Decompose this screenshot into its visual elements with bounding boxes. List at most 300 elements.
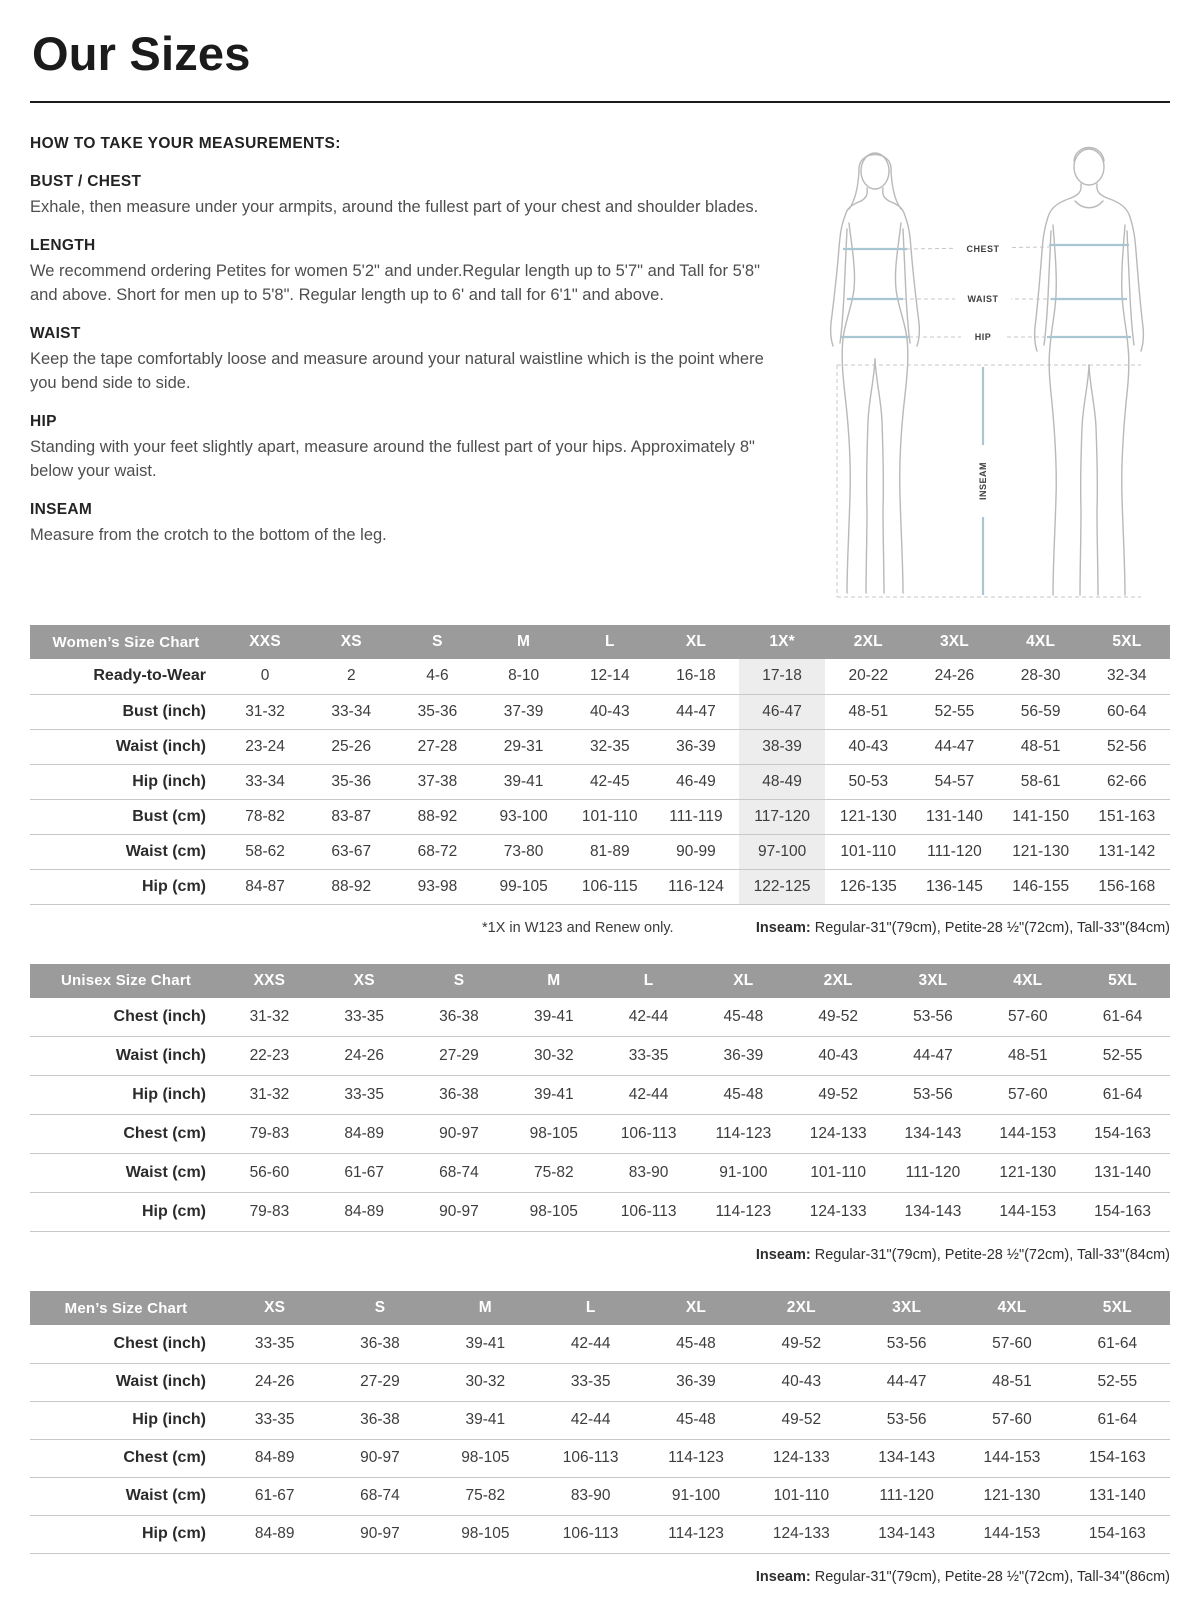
size-value-cell: 91-100 bbox=[719, 1164, 768, 1181]
size-value-cell: 126-135 bbox=[839, 877, 897, 895]
instructions-heading: HOW TO TAKE YOUR MEASUREMENTS: bbox=[30, 135, 341, 152]
size-column-header: 4XL bbox=[998, 625, 1084, 659]
size-value-cell: 16-18 bbox=[676, 667, 716, 685]
size-value-cell: 68-74 bbox=[360, 1487, 400, 1504]
size-column-header: 1X* bbox=[739, 625, 825, 659]
size-value-cell: 84-89 bbox=[254, 1449, 295, 1466]
size-value-cell: 45-48 bbox=[676, 1334, 716, 1352]
size-value-cell: 84-89 bbox=[344, 1203, 385, 1220]
size-column-header: XS bbox=[222, 1291, 327, 1325]
size-value-cell: 84-89 bbox=[254, 1525, 295, 1542]
size-value-cell: 83-87 bbox=[331, 807, 372, 825]
size-value-cell: 61-64 bbox=[1102, 1086, 1143, 1103]
row-label: Waist (inch) bbox=[115, 1373, 206, 1390]
size-value-cell: 98-105 bbox=[529, 1203, 578, 1220]
table-row bbox=[30, 834, 1170, 869]
size-value-cell: 42-44 bbox=[570, 1411, 611, 1428]
size-column-header: XXS bbox=[222, 625, 308, 659]
table-row bbox=[30, 869, 1170, 904]
row-label: Waist (inch) bbox=[115, 737, 206, 755]
size-value-cell: 53-56 bbox=[886, 1334, 927, 1352]
size-value-cell: 61-64 bbox=[1097, 1334, 1138, 1352]
size-value-cell: 63-67 bbox=[331, 842, 372, 860]
row-label: Waist (cm) bbox=[125, 1164, 206, 1181]
size-value-cell: 144-153 bbox=[983, 1525, 1041, 1542]
size-value-cell: 124-133 bbox=[809, 1203, 867, 1220]
size-value-cell: 90-97 bbox=[439, 1203, 479, 1220]
size-column-header: 5XL bbox=[1084, 625, 1170, 659]
table-header-row bbox=[30, 1291, 1170, 1325]
size-value-cell: 44-47 bbox=[886, 1373, 927, 1390]
chest-diagram-label: CHEST bbox=[966, 244, 1000, 254]
size-value-cell: 121-130 bbox=[999, 1164, 1057, 1181]
size-value-cell: 40-43 bbox=[848, 737, 889, 755]
size-value-cell: 101-110 bbox=[840, 842, 897, 860]
size-value-cell: 83-90 bbox=[570, 1487, 611, 1504]
size-value-cell: 45-48 bbox=[723, 1086, 764, 1103]
size-value-cell: 122-125 bbox=[739, 869, 825, 904]
size-column-header: 3XL bbox=[886, 964, 981, 998]
size-value-cell: 36-39 bbox=[723, 1047, 764, 1064]
row-label: Chest (inch) bbox=[113, 1334, 206, 1352]
title-divider bbox=[30, 101, 1170, 103]
size-value-cell: 114-123 bbox=[715, 1203, 772, 1220]
size-column-header: L bbox=[538, 1291, 643, 1325]
size-value-cell: 98-105 bbox=[461, 1525, 510, 1542]
table-row bbox=[30, 1477, 1170, 1515]
size-value-cell: 40-43 bbox=[589, 702, 630, 720]
table-row bbox=[30, 998, 1170, 1037]
table-footnotes bbox=[30, 1569, 1170, 1585]
table-row bbox=[30, 799, 1170, 834]
size-value-cell: 33-35 bbox=[628, 1047, 669, 1064]
size-value-cell: 48-49 bbox=[739, 764, 825, 799]
male-figure-outline bbox=[1035, 148, 1144, 596]
size-column-header: 5XL bbox=[1065, 1291, 1170, 1325]
row-label: Chest (inch) bbox=[113, 1007, 206, 1025]
size-value-cell: 25-26 bbox=[331, 737, 372, 755]
size-value-cell: 111-120 bbox=[905, 1164, 961, 1181]
size-column-header: XL bbox=[696, 964, 791, 998]
size-value-cell: 48-51 bbox=[1020, 737, 1061, 755]
size-column-header: 3XL bbox=[911, 625, 997, 659]
size-value-cell: 61-64 bbox=[1097, 1411, 1138, 1428]
size-value-cell: 60-64 bbox=[1107, 702, 1147, 720]
size-value-cell: 61-67 bbox=[254, 1487, 295, 1504]
size-value-cell: 101-110 bbox=[810, 1164, 867, 1181]
size-value-cell: 124-133 bbox=[809, 1125, 867, 1142]
size-value-cell: 75-82 bbox=[465, 1487, 506, 1504]
unisex-size-chart bbox=[30, 964, 1170, 1264]
size-column-header: 2XL bbox=[825, 625, 911, 659]
size-value-cell: 79-83 bbox=[249, 1203, 290, 1220]
waist-diagram-label: WAIST bbox=[967, 294, 999, 304]
size-value-cell: 73-80 bbox=[503, 842, 544, 860]
size-value-cell: 36-38 bbox=[360, 1411, 400, 1428]
size-value-cell: 53-56 bbox=[913, 1086, 953, 1103]
row-label: Waist (cm) bbox=[125, 842, 206, 860]
size-value-cell: 57-60 bbox=[1007, 1086, 1048, 1103]
size-value-cell: 28-30 bbox=[1020, 667, 1061, 685]
row-label: Chest (cm) bbox=[123, 1449, 206, 1466]
size-value-cell: 24-26 bbox=[934, 667, 975, 685]
size-value-cell: 56-59 bbox=[1020, 702, 1061, 720]
size-value-cell: 36-39 bbox=[676, 737, 716, 755]
size-value-cell: 136-145 bbox=[926, 877, 983, 895]
size-value-cell: 134-143 bbox=[878, 1525, 936, 1542]
size-value-cell: 45-48 bbox=[723, 1007, 764, 1025]
size-value-cell: 99-105 bbox=[499, 877, 548, 895]
size-value-cell: 62-66 bbox=[1107, 772, 1147, 790]
size-value-cell: 48-51 bbox=[848, 702, 889, 720]
size-value-cell: 33-35 bbox=[254, 1334, 295, 1352]
row-label: Bust (cm) bbox=[132, 807, 206, 825]
size-value-cell: 35-36 bbox=[331, 772, 372, 790]
size-value-cell: 49-52 bbox=[781, 1411, 822, 1428]
size-value-cell: 53-56 bbox=[886, 1411, 927, 1428]
size-value-cell: 121-130 bbox=[1012, 842, 1070, 860]
size-value-cell: 88-92 bbox=[417, 807, 458, 825]
size-value-cell: 39-41 bbox=[533, 1086, 574, 1103]
size-value-cell: 45-48 bbox=[676, 1411, 716, 1428]
size-column-header: M bbox=[481, 625, 567, 659]
inseam-diagram-label: INSEAM bbox=[978, 461, 988, 501]
instruction-title: WAIST bbox=[30, 325, 81, 343]
size-value-cell: 23-24 bbox=[245, 737, 285, 755]
size-column-header: M bbox=[506, 964, 601, 998]
row-label: Hip (inch) bbox=[132, 772, 206, 790]
size-value-cell: 131-142 bbox=[1098, 842, 1156, 860]
size-value-cell: 131-140 bbox=[1094, 1164, 1152, 1181]
size-value-cell: 8-10 bbox=[508, 667, 540, 685]
size-value-cell: 56-60 bbox=[249, 1164, 290, 1181]
row-label: Bust (inch) bbox=[122, 702, 206, 720]
size-value-cell: 58-61 bbox=[1020, 772, 1061, 790]
size-value-cell: 33-35 bbox=[254, 1411, 295, 1428]
size-value-cell: 117-120 bbox=[739, 799, 825, 834]
inseam-note-label: Inseam: bbox=[755, 919, 811, 936]
row-label: Hip (inch) bbox=[132, 1086, 206, 1103]
size-column-header: XS bbox=[317, 964, 412, 998]
size-value-cell: 42-44 bbox=[570, 1334, 611, 1352]
size-value-cell: 35-36 bbox=[417, 702, 458, 720]
measurement-instructions bbox=[30, 131, 778, 609]
size-value-cell: 20-22 bbox=[848, 667, 889, 685]
size-value-cell: 2 bbox=[346, 667, 356, 685]
instruction-hip bbox=[30, 413, 778, 483]
size-column-header: 4XL bbox=[980, 964, 1075, 998]
instruction-text: Standing with your feet slightly apart, measure around the fullest part of your hips. Approximately 8" below your waist. bbox=[30, 438, 755, 480]
size-column-header: S bbox=[394, 625, 480, 659]
size-value-cell: 81-89 bbox=[589, 842, 630, 860]
size-value-cell: 33-35 bbox=[344, 1086, 385, 1103]
size-value-cell: 44-47 bbox=[913, 1047, 953, 1064]
table-row bbox=[30, 1515, 1170, 1553]
table-row bbox=[30, 694, 1170, 729]
instruction-length bbox=[30, 237, 778, 307]
size-value-cell: 0 bbox=[260, 667, 270, 685]
row-label: Ready-to-Wear bbox=[93, 667, 206, 685]
size-value-cell: 31-32 bbox=[249, 1007, 290, 1025]
inseam-note: Inseam: Regular-31"(79cm), Petite-28 ½"(72cm), Tall-33"(84cm) bbox=[755, 919, 1170, 936]
table-row bbox=[30, 1439, 1170, 1477]
size-value-cell: 58-62 bbox=[245, 842, 285, 860]
size-value-cell: 30-32 bbox=[533, 1047, 574, 1064]
table-row bbox=[30, 764, 1170, 799]
size-value-cell: 84-89 bbox=[344, 1125, 385, 1142]
size-column-header: 2XL bbox=[749, 1291, 854, 1325]
row-label: Hip (inch) bbox=[132, 1411, 206, 1428]
size-value-cell: 61-67 bbox=[344, 1164, 385, 1181]
size-value-cell: 29-31 bbox=[503, 737, 544, 755]
size-value-cell: 27-29 bbox=[439, 1047, 479, 1064]
size-value-cell: 88-92 bbox=[331, 877, 372, 895]
size-value-cell: 68-74 bbox=[439, 1164, 479, 1181]
size-value-cell: 154-163 bbox=[1094, 1203, 1152, 1220]
size-column-header: M bbox=[433, 1291, 538, 1325]
size-value-cell: 131-140 bbox=[926, 807, 983, 825]
table-header-row bbox=[30, 625, 1170, 659]
size-value-cell: 131-140 bbox=[1088, 1487, 1146, 1504]
table-row bbox=[30, 1401, 1170, 1439]
size-value-cell: 114-123 bbox=[668, 1449, 724, 1466]
size-value-cell: 57-60 bbox=[1007, 1007, 1048, 1025]
size-value-cell: 39-41 bbox=[503, 772, 544, 790]
womens-size-chart-table bbox=[30, 625, 1170, 905]
page-title: Our Sizes bbox=[32, 27, 251, 80]
row-label: Hip (cm) bbox=[142, 1525, 206, 1542]
size-value-cell: 154-163 bbox=[1094, 1125, 1152, 1142]
size-value-cell: 39-41 bbox=[533, 1007, 574, 1025]
size-value-cell: 33-35 bbox=[344, 1007, 385, 1025]
size-value-cell: 33-35 bbox=[570, 1373, 611, 1390]
size-value-cell: 57-60 bbox=[992, 1411, 1032, 1428]
size-value-cell: 116-124 bbox=[668, 877, 724, 895]
size-column-header: 4XL bbox=[959, 1291, 1064, 1325]
table-title: Men’s Size Chart bbox=[30, 1291, 222, 1325]
instruction-inseam bbox=[30, 501, 778, 547]
table-title: Women’s Size Chart bbox=[30, 625, 222, 659]
size-value-cell: 151-163 bbox=[1098, 807, 1156, 825]
size-value-cell: 46-47 bbox=[739, 694, 825, 729]
size-value-cell: 49-52 bbox=[818, 1086, 858, 1103]
table-row bbox=[30, 1363, 1170, 1401]
size-value-cell: 24-26 bbox=[254, 1373, 295, 1390]
female-figure-outline bbox=[831, 153, 920, 593]
size-value-cell: 144-153 bbox=[999, 1125, 1057, 1142]
size-value-cell: 50-53 bbox=[848, 772, 889, 790]
size-value-cell: 42-44 bbox=[628, 1007, 669, 1025]
inseam-note-label: Inseam: bbox=[755, 1568, 811, 1585]
size-value-cell: 4-6 bbox=[426, 667, 449, 685]
size-value-cell: 97-100 bbox=[739, 834, 825, 869]
size-value-cell: 39-41 bbox=[465, 1411, 506, 1428]
instruction-title: BUST / CHEST bbox=[30, 173, 142, 190]
size-value-cell: 121-130 bbox=[983, 1487, 1041, 1504]
size-value-cell: 27-29 bbox=[360, 1373, 400, 1390]
size-value-cell: 134-143 bbox=[904, 1203, 962, 1220]
size-value-cell: 84-87 bbox=[245, 877, 285, 895]
size-column-header: XL bbox=[643, 1291, 748, 1325]
table-title: Unisex Size Chart bbox=[30, 964, 222, 998]
size-value-cell: 106-115 bbox=[581, 877, 638, 895]
table-footnotes bbox=[30, 1247, 1170, 1263]
instruction-text: Keep the tape comfortably loose and measure around your natural waistline which is the point where you bend side to side. bbox=[30, 350, 764, 392]
size-value-cell: 79-83 bbox=[249, 1125, 290, 1142]
size-value-cell: 30-32 bbox=[465, 1373, 506, 1390]
size-value-cell: 154-163 bbox=[1088, 1525, 1146, 1542]
mens-size-chart-table bbox=[30, 1291, 1170, 1554]
size-column-header: 5XL bbox=[1075, 964, 1170, 998]
instruction-waist bbox=[30, 325, 778, 395]
table-row bbox=[30, 659, 1170, 694]
size-value-cell: 144-153 bbox=[983, 1449, 1041, 1466]
size-value-cell: 90-97 bbox=[439, 1125, 479, 1142]
table-row bbox=[30, 1193, 1170, 1232]
size-value-cell: 31-32 bbox=[249, 1086, 290, 1103]
size-value-cell: 146-155 bbox=[1012, 877, 1070, 895]
row-label: Waist (cm) bbox=[125, 1487, 206, 1504]
body-figures-illustration bbox=[797, 137, 1169, 609]
table-row bbox=[30, 1154, 1170, 1193]
size-value-cell: 111-120 bbox=[927, 842, 982, 860]
size-value-cell: 24-26 bbox=[344, 1047, 385, 1064]
size-column-header: S bbox=[327, 1291, 432, 1325]
table-row bbox=[30, 1037, 1170, 1076]
size-value-cell: 36-38 bbox=[360, 1334, 400, 1352]
instruction-text: Exhale, then measure under your armpits, around the fullest part of your chest and shoulder blades. bbox=[30, 198, 759, 216]
size-column-header: XL bbox=[653, 625, 739, 659]
size-value-cell: 68-72 bbox=[417, 842, 458, 860]
instruction-text: Measure from the crotch to the bottom of the leg. bbox=[30, 525, 387, 544]
size-column-header: 3XL bbox=[854, 1291, 959, 1325]
size-column-header: S bbox=[412, 964, 507, 998]
size-value-cell: 111-120 bbox=[879, 1487, 934, 1504]
size-value-cell: 98-105 bbox=[529, 1125, 578, 1142]
size-value-cell: 52-55 bbox=[1102, 1047, 1143, 1064]
size-value-cell: 39-41 bbox=[465, 1334, 506, 1352]
size-value-cell: 144-153 bbox=[999, 1203, 1057, 1220]
size-value-cell: 46-49 bbox=[676, 772, 716, 790]
size-value-cell: 32-35 bbox=[589, 737, 630, 755]
size-value-cell: 36-38 bbox=[439, 1086, 479, 1103]
size-value-cell: 22-23 bbox=[249, 1047, 290, 1064]
table-row bbox=[30, 729, 1170, 764]
size-value-cell: 57-60 bbox=[992, 1334, 1032, 1352]
size-value-cell: 156-168 bbox=[1098, 877, 1156, 895]
inseam-note-label: Inseam: bbox=[755, 1247, 811, 1263]
size-value-cell: 37-38 bbox=[417, 772, 458, 790]
size-value-cell: 12-14 bbox=[589, 667, 630, 685]
size-value-cell: 106-113 bbox=[620, 1125, 677, 1142]
size-value-cell: 90-99 bbox=[676, 842, 716, 860]
unisex-size-chart-table bbox=[30, 964, 1170, 1233]
size-value-cell: 78-82 bbox=[245, 807, 285, 825]
size-value-cell: 33-34 bbox=[331, 702, 372, 720]
size-value-cell: 111-119 bbox=[669, 807, 723, 825]
size-value-cell: 54-57 bbox=[934, 772, 975, 790]
size-column-header: 2XL bbox=[791, 964, 886, 998]
size-column-header: L bbox=[601, 964, 696, 998]
size-value-cell: 134-143 bbox=[904, 1125, 962, 1142]
size-value-cell: 106-113 bbox=[562, 1525, 619, 1542]
size-value-cell: 44-47 bbox=[676, 702, 716, 720]
size-value-cell: 106-113 bbox=[562, 1449, 619, 1466]
size-value-cell: 98-105 bbox=[461, 1449, 510, 1466]
inseam-note: Inseam: Regular-31"(79cm), Petite-28 ½"(72cm), Tall-33"(84cm) bbox=[755, 1247, 1170, 1263]
size-value-cell: 38-39 bbox=[739, 729, 825, 764]
size-value-cell: 33-34 bbox=[245, 772, 285, 790]
inseam-note: Inseam: Regular-31"(79cm), Petite-28 ½"(72cm), Tall-34"(86cm) bbox=[755, 1568, 1170, 1585]
size-value-cell: 106-113 bbox=[620, 1203, 677, 1220]
size-value-cell: 48-51 bbox=[992, 1373, 1032, 1390]
size-value-cell: 114-123 bbox=[715, 1125, 772, 1142]
size-value-cell: 93-100 bbox=[499, 807, 548, 825]
size-value-cell: 36-38 bbox=[439, 1007, 479, 1025]
size-value-cell: 52-55 bbox=[934, 702, 975, 720]
table-row bbox=[30, 1076, 1170, 1115]
size-value-cell: 52-55 bbox=[1097, 1373, 1138, 1390]
size-value-cell: 42-45 bbox=[589, 772, 630, 790]
size-value-cell: 124-133 bbox=[772, 1525, 830, 1542]
instruction-title: LENGTH bbox=[30, 237, 96, 255]
size-value-cell: 93-98 bbox=[417, 877, 458, 895]
size-column-header: XXS bbox=[222, 964, 317, 998]
instruction-text: We recommend ordering Petites for women 5'2" and under.Regular length up to 5'7" and Tall for 5'8" and above. Short for men up to 5'8". Regular length up to 6' and tall for 6'1" and above. bbox=[30, 262, 760, 304]
size-value-cell: 40-43 bbox=[818, 1047, 858, 1064]
size-value-cell: 90-97 bbox=[360, 1525, 400, 1542]
size-value-cell: 101-110 bbox=[773, 1487, 830, 1504]
size-value-cell: 31-32 bbox=[245, 702, 285, 720]
row-label: Hip (cm) bbox=[142, 877, 206, 895]
size-value-cell: 114-123 bbox=[668, 1525, 724, 1542]
size-column-header: L bbox=[567, 625, 653, 659]
row-label: Hip (cm) bbox=[142, 1203, 206, 1220]
instruction-title: INSEAM bbox=[30, 500, 93, 518]
size-value-cell: 49-52 bbox=[818, 1007, 858, 1025]
size-value-cell: 61-64 bbox=[1102, 1007, 1143, 1025]
measurement-section bbox=[30, 131, 1170, 609]
size-value-cell: 42-44 bbox=[628, 1086, 669, 1103]
hip-diagram-label: HIP bbox=[974, 332, 992, 342]
size-value-cell: 36-39 bbox=[676, 1373, 716, 1390]
asterisk-note: *1X in W123 and Renew only. bbox=[482, 919, 674, 936]
size-value-cell: 124-133 bbox=[772, 1449, 830, 1466]
size-value-cell: 44-47 bbox=[934, 737, 975, 755]
size-value-cell: 32-34 bbox=[1107, 667, 1147, 685]
size-value-cell: 154-163 bbox=[1088, 1449, 1146, 1466]
size-value-cell: 27-28 bbox=[417, 737, 458, 755]
size-value-cell: 83-90 bbox=[628, 1164, 669, 1181]
womens-size-chart bbox=[30, 625, 1170, 936]
row-label: Waist (inch) bbox=[115, 1047, 206, 1064]
table-footnotes bbox=[30, 920, 1170, 936]
size-value-cell: 101-110 bbox=[581, 807, 638, 825]
table-header-row bbox=[30, 964, 1170, 998]
size-value-cell: 75-82 bbox=[533, 1164, 574, 1181]
size-value-cell: 121-130 bbox=[839, 807, 897, 825]
size-value-cell: 40-43 bbox=[781, 1373, 822, 1390]
size-value-cell: 37-39 bbox=[503, 702, 544, 720]
size-column-header: XS bbox=[308, 625, 394, 659]
size-value-cell: 134-143 bbox=[878, 1449, 936, 1466]
size-value-cell: 49-52 bbox=[781, 1334, 822, 1352]
row-label: Chest (cm) bbox=[123, 1125, 206, 1142]
size-value-cell: 53-56 bbox=[913, 1007, 953, 1025]
instruction-bust-chest bbox=[30, 173, 778, 219]
size-value-cell: 90-97 bbox=[360, 1449, 400, 1466]
instruction-title: HIP bbox=[30, 413, 57, 431]
